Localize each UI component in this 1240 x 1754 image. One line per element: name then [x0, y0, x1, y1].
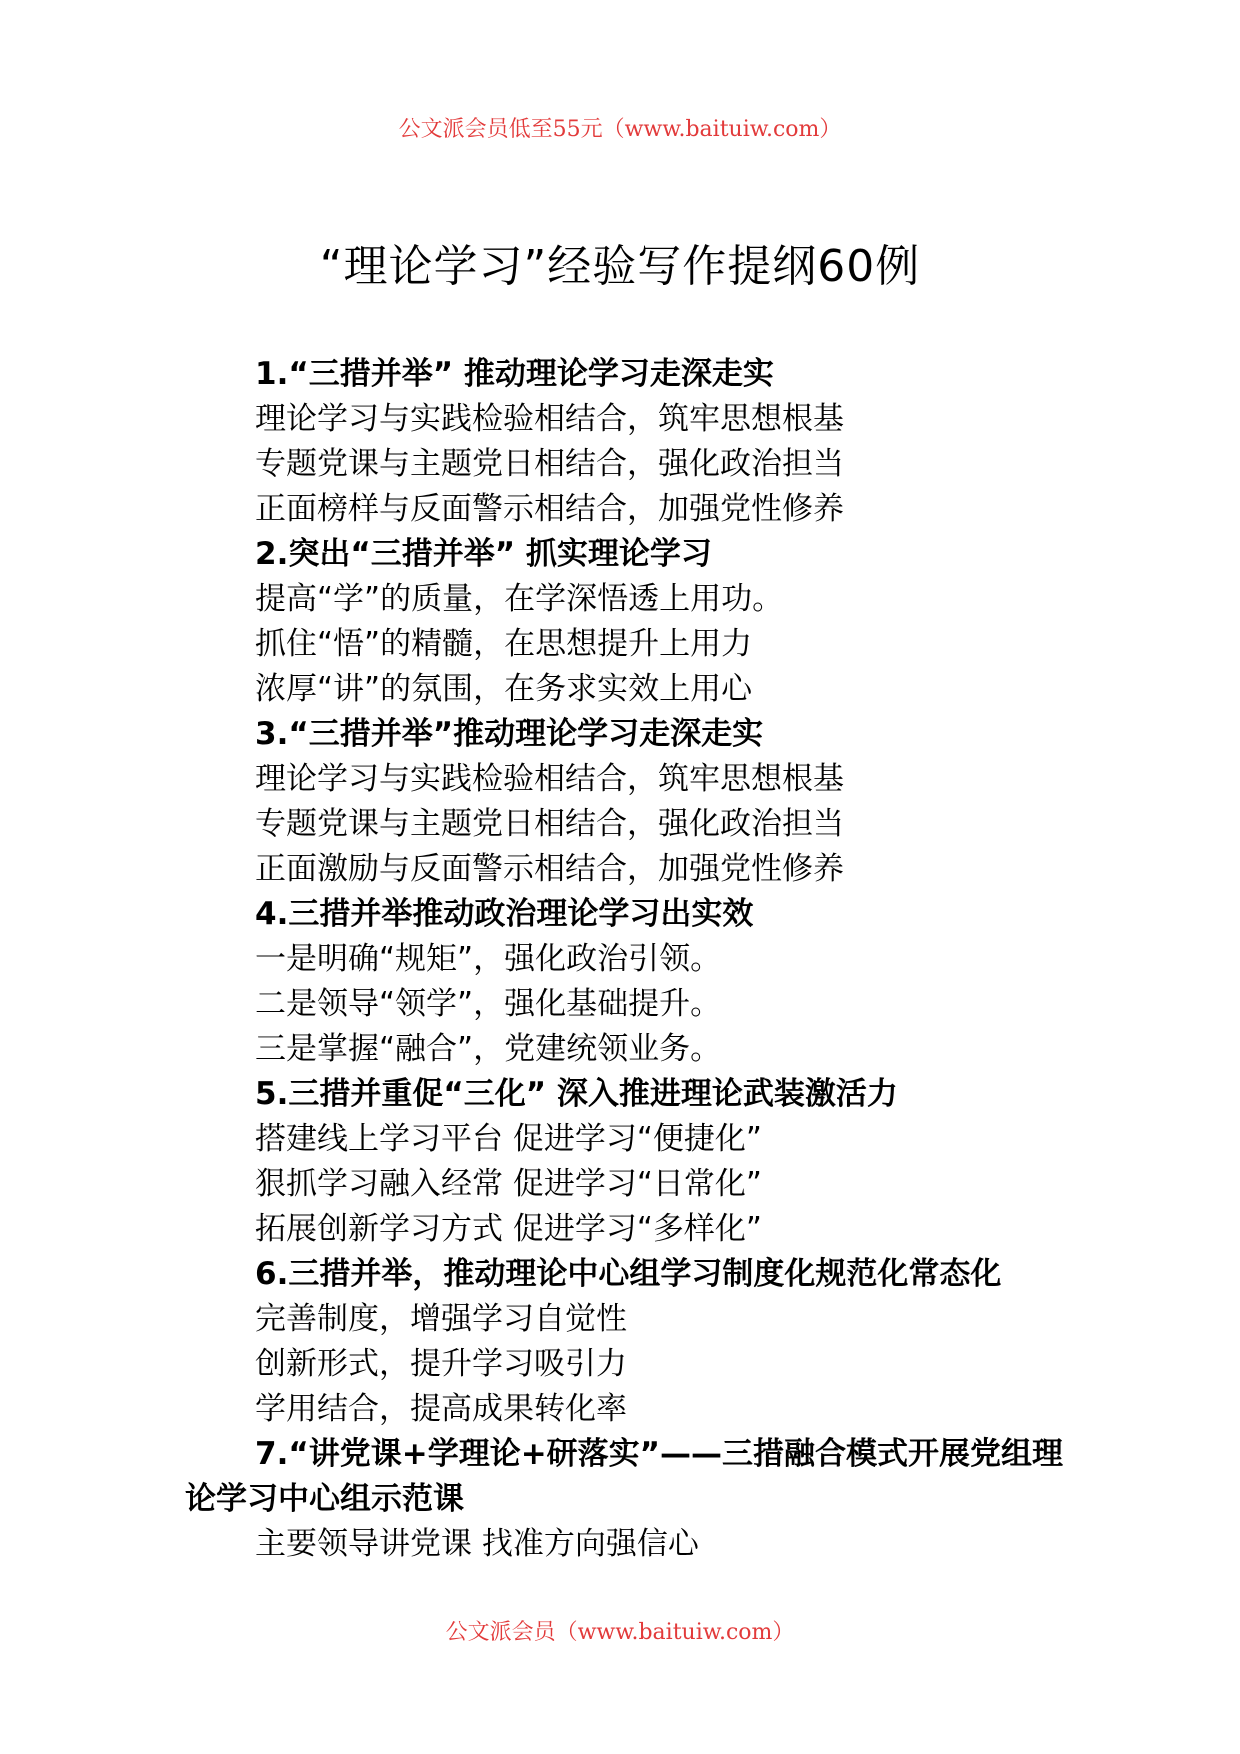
section-item: 三是掌握“融合”，党建统领业务。 [255, 1031, 722, 1067]
section-item: 理论学习与实践检验相结合，筑牢思想根基 [255, 401, 844, 437]
section-3 [185, 712, 1065, 892]
document-title: “理论学习”经验写作提纲60例 [319, 241, 921, 292]
section-item: 抓住“悟”的精髓，在思想提升上用力 [255, 626, 753, 662]
section-item: 创新形式，提升学习吸引力 [255, 1346, 627, 1382]
section-item: 狠抓学习融入经常 促进学习“日常化” [255, 1166, 762, 1202]
section-item: 一是明确“规矩”，强化政治引领。 [255, 941, 722, 977]
section-4 [185, 892, 1065, 1072]
section-heading: 2.突出“三措并举” 抓实理论学习 [255, 536, 712, 572]
section-7 [185, 1432, 1065, 1567]
section-heading: 3.“三措并举”推动理论学习走深走实 [255, 716, 764, 752]
section-item: 浓厚“讲”的氛围，在务求实效上用心 [255, 671, 753, 707]
section-item: 二是领导“领学”，强化基础提升。 [255, 986, 722, 1022]
section-item: 学用结合，提高成果转化率 [255, 1391, 627, 1427]
section-item: 专题党课与主题党日相结合，强化政治担当 [255, 446, 844, 482]
section-item: 理论学习与实践检验相结合，筑牢思想根基 [255, 761, 844, 797]
section-heading: 1.“三措并举” 推动理论学习走深走实 [255, 356, 774, 392]
section-2 [185, 532, 1065, 712]
section-item: 专题党课与主题党日相结合，强化政治担当 [255, 806, 844, 842]
section-item: 正面榜样与反面警示相结合，加强党性修养 [255, 491, 844, 527]
section-heading: 7.“讲党课+学理论+研落实”——三措融合模式开展党组理论学习中心组示范课 [185, 1436, 1064, 1517]
header-banner: 公文派会员低至55元（www.baituiw.com） [398, 117, 842, 142]
section-heading: 5.三措并重促“三化” 深入推进理论武装激活力 [255, 1076, 898, 1112]
section-item: 正面激励与反面警示相结合，加强党性修养 [255, 851, 844, 887]
section-heading: 4.三措并举推动政治理论学习出实效 [255, 896, 754, 932]
section-5 [185, 1072, 1065, 1252]
section-heading: 6.三措并举，推动理论中心组学习制度化规范化常态化 [255, 1256, 1002, 1292]
section-item: 搭建线上学习平台 促进学习“便捷化” [255, 1121, 762, 1157]
section-6 [185, 1252, 1065, 1432]
section-item: 拓展创新学习方式 促进学习“多样化” [255, 1211, 762, 1247]
section-item: 提高“学”的质量，在学深悟透上用功。 [255, 581, 784, 617]
section-item: 完善制度，增强学习自觉性 [255, 1301, 627, 1337]
section-item: 主要领导讲党课 找准方向强信心 [255, 1526, 699, 1562]
footer-banner: 公文派会员（www.baituiw.com） [445, 1620, 795, 1645]
outline-content [185, 352, 1065, 1567]
section-1 [185, 352, 1065, 532]
